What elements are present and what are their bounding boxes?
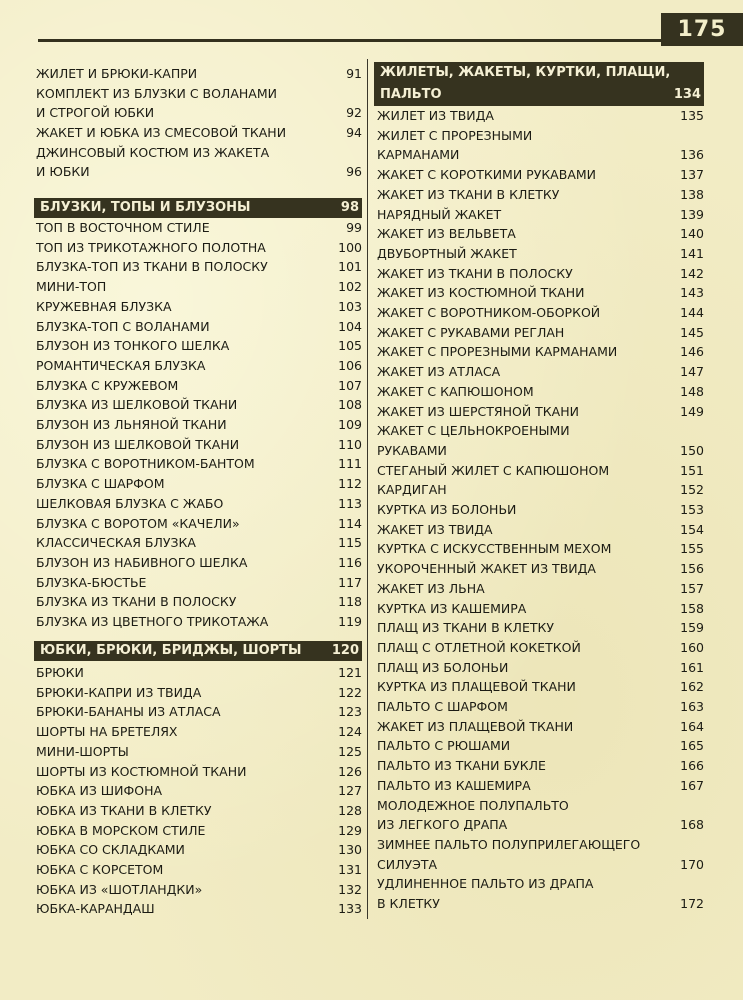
entry-title: БЛУЗОН ИЗ ЛЬНЯНОЙ ТКАНИ: [36, 417, 227, 432]
toc-entry: [36, 454, 362, 474]
toc-entry: [377, 717, 704, 737]
entry-title: СИЛУЭТА: [377, 856, 438, 872]
entry-title: БРЮКИ-БАНАНЫ ИЗ АТЛАСА: [36, 704, 221, 720]
entry-title: ШОРТЫ НА БРЕТЕЛЯХ: [36, 724, 178, 740]
toc-entry: [377, 539, 704, 559]
entry-title: БЛУЗКА ИЗ ТКАНИ В ПОЛОСКУ: [36, 594, 237, 610]
entry-title: ЖАКЕТ ИЗ ТКАНИ В КЛЕТКУ: [377, 186, 560, 202]
entry-page-number: 99: [346, 220, 362, 235]
toc-entry: [377, 638, 704, 658]
entry-page-number: 154: [680, 521, 704, 537]
entry-title: КЛАССИЧЕСКАЯ БЛУЗКА: [36, 535, 196, 551]
entry-title: МИНИ-ТОП: [36, 279, 107, 295]
entry-page-number: 131: [338, 862, 362, 877]
entry-page-number: 172: [680, 895, 704, 911]
entry-title: БЛУЗКА С ВОРОТОМ «КАЧЕЛИ»: [36, 515, 240, 531]
entry-title: КРУЖЕВНАЯ БЛУЗКА: [36, 298, 172, 314]
toc-entry: [377, 677, 704, 697]
entry-title: ТОП В ВОСТОЧНОМ СТИЛЕ: [36, 220, 210, 235]
entry-title: НАРЯДНЫЙ ЖАКЕТ: [377, 206, 502, 222]
entry-page-number: 91: [346, 66, 362, 81]
entry-page-number: 147: [680, 364, 704, 380]
entry-title: ИЗ ЛЕГКОГО ДРАПА: [377, 817, 508, 833]
entry-page-number: 155: [680, 541, 704, 557]
entry-title: ЖИЛЕТ И БРЮКИ-КАПРИ: [36, 66, 198, 81]
entry-title: ТОП ИЗ ТРИКОТАЖНОГО ПОЛОТНА: [36, 239, 266, 255]
entry-page-number: 96: [346, 164, 362, 180]
entry-page-number: 111: [338, 456, 362, 472]
entry-page-number: 129: [338, 822, 362, 838]
toc-entry: [36, 553, 362, 573]
toc-entry: [377, 283, 704, 303]
entry-title: ЮБКА В МОРСКОМ СТИЛЕ: [36, 822, 206, 838]
entry-page-number: 136: [680, 147, 704, 163]
toc-entry: [36, 297, 362, 317]
entry-title: ЗИМНЕЕ ПАЛЬТО ПОЛУПРИЛЕГАЮЩЕГО: [377, 836, 641, 852]
entry-page-number: 152: [680, 482, 704, 498]
section-header-jackets: [374, 62, 704, 106]
entry-page-number: 115: [338, 535, 362, 551]
entry-page-number: 103: [338, 298, 362, 314]
entry-title: ШЕЛКОВАЯ БЛУЗКА С ЖАБО: [36, 495, 224, 511]
entry-page-number: 170: [680, 856, 704, 872]
entry-page-number: 127: [338, 783, 362, 799]
entry-title: ЮБКА ИЗ «ШОТЛАНДКИ»: [36, 881, 203, 897]
toc-entry: [377, 165, 704, 185]
entry-title: ЖАКЕТ ИЗ ПЛАЩЕВОЙ ТКАНИ: [377, 718, 574, 734]
toc-entry: [377, 776, 704, 796]
entry-title: БРЮКИ-КАПРИ ИЗ ТВИДА: [36, 684, 202, 700]
entry-page-number: 94: [346, 125, 362, 141]
entry-page-number: 128: [338, 802, 362, 818]
toc-entry: [36, 722, 362, 742]
entry-page-number: 138: [680, 186, 704, 202]
entry-title: В КЛЕТКУ: [377, 895, 440, 911]
entry-title: ПЛАЩ ИЗ ТКАНИ В КЛЕТКУ: [377, 620, 554, 636]
entry-page-number: 144: [680, 305, 704, 320]
entry-page-number: 158: [680, 600, 704, 616]
toc-entry: [377, 224, 704, 244]
toc-entry: [377, 382, 704, 402]
toc-entry: [36, 218, 362, 238]
entry-title: РОМАНТИЧЕСКАЯ БЛУЗКА: [36, 357, 206, 373]
entry-title: БЛУЗКА ИЗ ШЕЛКОВОЙ ТКАНИ: [36, 397, 238, 413]
entry-title: ЖИЛЕТ ИЗ ТВИДА: [377, 108, 494, 123]
entry-page-number: 133: [338, 901, 362, 917]
entry-page-number: 117: [338, 574, 362, 590]
entry-title: УДЛИНЕННОЕ ПАЛЬТО ИЗ ДРАПА: [377, 876, 594, 892]
entry-page-number: 161: [680, 659, 704, 675]
toc-entry: [36, 143, 362, 182]
toc-entry: [377, 402, 704, 422]
toc-entry: [377, 796, 704, 835]
entry-page-number: 92: [346, 105, 362, 121]
toc-entry: [36, 702, 362, 722]
entry-page-number: 137: [680, 167, 704, 183]
toc-entry: [377, 874, 704, 913]
toc-entry: [377, 835, 704, 874]
toc-entry: [377, 421, 704, 460]
section-header-title: ЮБКИ, БРЮКИ, БРИДЖЫ, ШОРТЫ: [40, 643, 302, 658]
toc-entry: [36, 880, 362, 900]
entry-page-number: 113: [338, 495, 362, 511]
entry-page-number: 122: [338, 684, 362, 700]
entry-title: ДЖИНСОВЫЙ КОСТЮМ ИЗ ЖАКЕТА: [36, 144, 270, 160]
toc-entry: [36, 494, 362, 514]
entry-title: ЮБКА ИЗ ТКАНИ В КЛЕТКУ: [36, 802, 212, 818]
entry-page-number: 146: [680, 344, 704, 360]
entry-title: ЖАКЕТ ИЗ ШЕРСТЯНОЙ ТКАНИ: [377, 403, 579, 419]
toc-entry: [36, 514, 362, 534]
entry-page-number: 157: [680, 580, 704, 596]
entry-title: БЛУЗОН ИЗ ТОНКОГО ШЕЛКА: [36, 338, 230, 354]
entry-page-number: 104: [338, 318, 362, 334]
entry-page-number: 124: [338, 724, 362, 740]
toc-entry: [377, 185, 704, 205]
toc-entry: [36, 762, 362, 782]
entry-page-number: 109: [338, 417, 362, 432]
entry-page-number: 130: [338, 842, 362, 858]
entry-title: МОЛОДЕЖНОЕ ПОЛУПАЛЬТО: [377, 797, 569, 813]
entry-title: ЖАКЕТ И ЮБКА ИЗ СМЕСОВОЙ ТКАНИ: [36, 125, 287, 141]
entry-title: И СТРОГОЙ ЮБКИ: [36, 105, 155, 121]
entry-title: КУРТКА ИЗ БОЛОНЬИ: [377, 502, 517, 517]
entry-page-number: 108: [338, 397, 362, 413]
toc-entry: [377, 697, 704, 717]
toc-entry: [377, 559, 704, 579]
toc-entry: [36, 573, 362, 593]
entry-page-number: 163: [680, 699, 704, 714]
entry-page-number: 150: [680, 442, 704, 458]
entry-title: ЖАКЕТ С КАПЮШОНОМ: [377, 383, 534, 399]
entry-title: КУРТКА ИЗ КАШЕМИРА: [377, 600, 527, 616]
toc-entry: [36, 317, 362, 337]
toc-entry: [377, 736, 704, 756]
entry-title: ЖАКЕТ ИЗ ВЕЛЬВЕТА: [377, 226, 516, 242]
entry-page-number: 132: [338, 881, 362, 897]
section-header-title: БЛУЗКИ, ТОПЫ И БЛУЗОНЫ: [40, 200, 251, 215]
entry-page-number: 116: [338, 554, 362, 570]
toc-entry: [377, 205, 704, 225]
entry-page-number: 126: [338, 763, 362, 779]
entry-title: ЮБКА-КАРАНДАШ: [36, 901, 155, 917]
entry-title: ПАЛЬТО С РЮШАМИ: [377, 738, 511, 754]
entry-page-number: 119: [338, 614, 362, 629]
entry-title: ЖАКЕТ ИЗ КОСТЮМНОЙ ТКАНИ: [377, 285, 585, 301]
entry-title: ЮБКА СО СКЛАДКАМИ: [36, 842, 185, 858]
entry-page-number: 141: [680, 245, 704, 261]
entry-page-number: 101: [338, 259, 362, 275]
entry-page-number: 123: [338, 704, 362, 720]
entry-title: ПАЛЬТО С ШАРФОМ: [377, 699, 508, 714]
entry-title: ЖАКЕТ С КОРОТКИМИ РУКАВАМИ: [377, 167, 597, 183]
toc-entry: [36, 64, 362, 84]
entry-title: БЛУЗКА-ТОП ИЗ ТКАНИ В ПОЛОСКУ: [36, 259, 268, 275]
entry-title: ЖАКЕТ С ЦЕЛЬНОКРОЕНЫМИ: [377, 423, 570, 439]
section-header-page-number: 134: [673, 87, 701, 102]
toc-entry: [36, 742, 362, 762]
toc-entry: [36, 238, 362, 258]
toc-entry: [36, 415, 362, 435]
entry-page-number: 135: [680, 108, 704, 123]
entry-page-number: 112: [338, 476, 362, 492]
page-number: 175: [661, 13, 743, 46]
toc-entry: [377, 244, 704, 264]
entry-page-number: 114: [338, 515, 362, 531]
entry-title: КУРТКА ИЗ ПЛАЩЕВОЙ ТКАНИ: [377, 679, 576, 695]
entry-title: БЛУЗКА ИЗ ЦВЕТНОГО ТРИКОТАЖА: [36, 614, 269, 629]
entry-page-number: 106: [338, 357, 362, 373]
entry-title: РУКАВАМИ: [377, 442, 447, 458]
toc-entry: [377, 480, 704, 500]
toc-entry: [377, 500, 704, 520]
entry-page-number: 121: [338, 665, 362, 680]
toc-entry: [36, 592, 362, 612]
entry-title: УКОРОЧЕННЫЙ ЖАКЕТ ИЗ ТВИДА: [377, 561, 596, 577]
entry-title: БЛУЗОН ИЗ ШЕЛКОВОЙ ТКАНИ: [36, 436, 240, 452]
toc-entry: [377, 362, 704, 382]
toc-entry: [36, 474, 362, 494]
entry-title: МИНИ-ШОРТЫ: [36, 743, 129, 759]
section-header-page-number: 98: [340, 200, 359, 215]
entry-title: ЖАКЕТ ИЗ ТКАНИ В ПОЛОСКУ: [377, 265, 573, 281]
toc-entry: [36, 612, 362, 632]
toc-entry: [36, 821, 362, 841]
entry-page-number: 110: [338, 436, 362, 452]
toc-entry: [36, 533, 362, 553]
top-rule: [38, 39, 670, 42]
toc-entry: [36, 123, 362, 143]
entry-title: ЮБКА ИЗ ШИФОНА: [36, 783, 163, 799]
toc-entry: [36, 395, 362, 415]
entry-title: ЮБКА С КОРСЕТОМ: [36, 862, 164, 877]
toc-entry: [377, 303, 704, 323]
section-header-title: ПАЛЬТО: [380, 87, 442, 102]
entry-title: ЖАКЕТ ИЗ ТВИДА: [377, 521, 493, 537]
entry-page-number: 125: [338, 743, 362, 759]
toc-entry: [377, 106, 704, 126]
entry-page-number: 168: [680, 817, 704, 833]
entry-page-number: 102: [338, 279, 362, 295]
entry-page-number: 166: [680, 758, 704, 774]
section-header-page-number: 120: [331, 643, 359, 658]
entry-title: БЛУЗКА-БЮСТЬЕ: [36, 574, 147, 590]
entry-title: ПЛАЩ С ОТЛЕТНОЙ КОКЕТКОЙ: [377, 639, 581, 655]
toc-entry: [36, 840, 362, 860]
entry-page-number: 139: [680, 206, 704, 222]
entry-title: КАРМАНАМИ: [377, 147, 460, 163]
toc-entry: [36, 84, 362, 123]
toc-entry: [377, 520, 704, 540]
entry-title: ЖИЛЕТ С ПРОРЕЗНЫМИ: [377, 127, 533, 143]
entry-title: БРЮКИ: [36, 665, 84, 680]
entry-title: ЖАКЕТ ИЗ ЛЬНА: [377, 580, 485, 596]
toc-entry: [377, 461, 704, 481]
toc-entry: [36, 899, 362, 919]
entry-title: БЛУЗКА С ВОРОТНИКОМ-БАНТОМ: [36, 456, 255, 472]
toc-entry: [36, 336, 362, 356]
entry-title: ДВУБОРТНЫЙ ЖАКЕТ: [377, 245, 517, 261]
toc-entry: [377, 579, 704, 599]
section-header-skirts: [34, 641, 362, 661]
toc-entry: [36, 781, 362, 801]
entry-title: СТЕГАНЫЙ ЖИЛЕТ С КАПЮШОНОМ: [377, 462, 610, 478]
entry-title: ПАЛЬТО ИЗ КАШЕМИРА: [377, 777, 531, 793]
entry-page-number: 107: [338, 377, 362, 393]
entry-page-number: 148: [680, 383, 704, 399]
entry-page-number: 105: [338, 338, 362, 354]
section-header-title: ЖИЛЕТЫ, ЖАКЕТЫ, КУРТКИ, ПЛАЩИ,: [380, 65, 671, 80]
entry-title: ЖАКЕТ С РУКАВАМИ РЕГЛАН: [377, 324, 565, 340]
toc-entry: [36, 801, 362, 821]
toc-entry: [36, 376, 362, 396]
toc-entry: [36, 860, 362, 880]
entry-title: БЛУЗКА С КРУЖЕВОМ: [36, 377, 179, 393]
entry-page-number: 145: [680, 324, 704, 340]
column-divider: [367, 59, 368, 919]
toc-entry: [377, 342, 704, 362]
entry-page-number: 156: [680, 561, 704, 577]
toc-entry: [36, 356, 362, 376]
toc-entry: [377, 323, 704, 343]
entry-title: КАРДИГАН: [377, 482, 447, 498]
entry-title: ЖАКЕТ ИЗ АТЛАСА: [377, 364, 501, 380]
toc-entry: [36, 277, 362, 297]
entry-title: КУРТКА С ИСКУССТВЕННЫМ МЕХОМ: [377, 541, 612, 557]
entry-title: ПЛАЩ ИЗ БОЛОНЬИ: [377, 659, 509, 675]
entry-title: БЛУЗКА-ТОП С ВОЛАНАМИ: [36, 318, 210, 334]
entry-title: И ЮБКИ: [36, 164, 90, 180]
entry-title: БЛУЗОН ИЗ НАБИВНОГО ШЕЛКА: [36, 554, 248, 570]
entry-page-number: 162: [680, 679, 704, 695]
toc-entry: [377, 658, 704, 678]
toc-entry: [377, 264, 704, 284]
entry-page-number: 164: [680, 718, 704, 734]
entry-page-number: 142: [680, 265, 704, 281]
toc-entry: [377, 618, 704, 638]
entry-page-number: 153: [680, 502, 704, 517]
entry-page-number: 100: [338, 239, 362, 255]
toc-entry: [36, 435, 362, 455]
entry-title: ЖАКЕТ С ВОРОТНИКОМ-ОБОРКОЙ: [377, 305, 601, 320]
entry-page-number: 118: [338, 594, 362, 610]
entry-page-number: 149: [680, 403, 704, 419]
entry-title: ПАЛЬТО ИЗ ТКАНИ БУКЛЕ: [377, 758, 546, 774]
entry-title: ШОРТЫ ИЗ КОСТЮМНОЙ ТКАНИ: [36, 763, 247, 779]
entry-title: ЖАКЕТ С ПРОРЕЗНЫМИ КАРМАНАМИ: [377, 344, 618, 360]
toc-entry: [36, 257, 362, 277]
entry-page-number: 167: [680, 777, 704, 793]
toc-entry: [377, 126, 704, 165]
toc-entry: [377, 599, 704, 619]
entry-title: КОМПЛЕКТ ИЗ БЛУЗКИ С ВОЛАНАМИ: [36, 85, 277, 101]
entry-page-number: 165: [680, 738, 704, 754]
entry-page-number: 151: [680, 462, 704, 478]
toc-entry: [36, 683, 362, 703]
toc-entry: [36, 663, 362, 683]
entry-title: БЛУЗКА С ШАРФОМ: [36, 476, 165, 492]
toc-entry: [377, 756, 704, 776]
entry-page-number: 160: [680, 639, 704, 655]
entry-page-number: 143: [680, 285, 704, 301]
entry-page-number: 159: [680, 620, 704, 636]
section-header-blouses: [34, 198, 362, 218]
entry-page-number: 140: [680, 226, 704, 242]
